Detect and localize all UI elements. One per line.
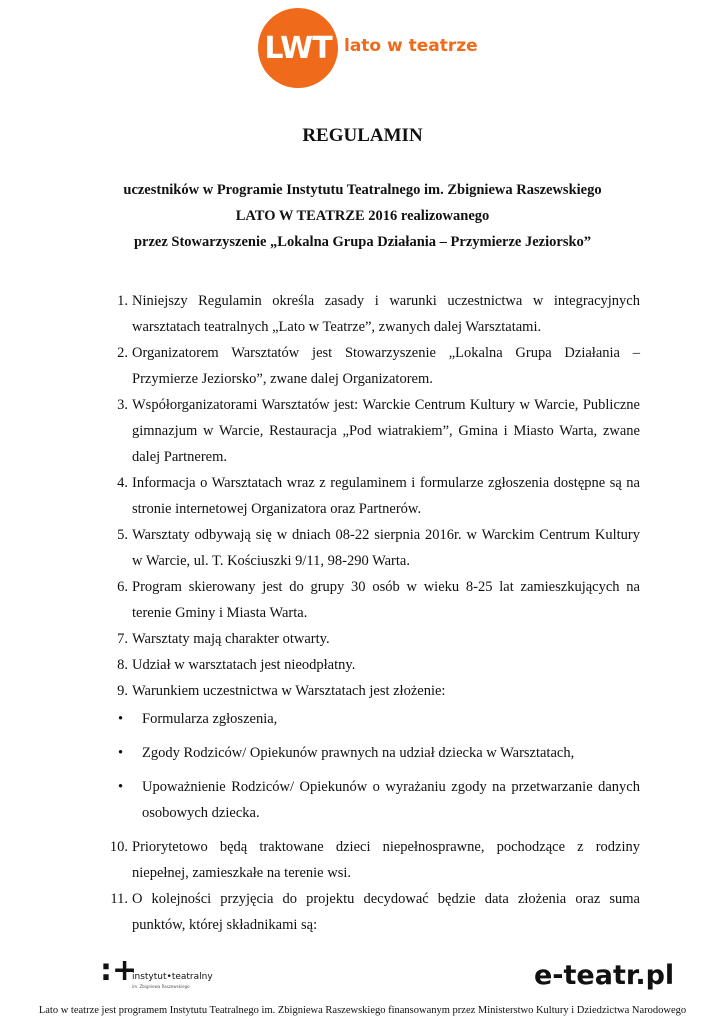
bullet-item	[100, 706, 640, 732]
logo-text: lato w teatrze	[344, 36, 478, 56]
item-text: Warsztaty mają charakter otwarty.	[132, 631, 330, 647]
item-text: Współorganizatorami Warsztatów jest: Warckie Centrum Kultury w Warcie, Publiczne gimnazjum w Warcie, Restauracja „Pod wiatrakiem”, Gmina i Miasto Warta, zwane dalej Partnerem.	[132, 397, 640, 465]
subtitle-line-2: LATO W TEATRZE 2016 realizowanego	[235, 208, 490, 224]
bullet-item	[100, 740, 640, 766]
bullet-icon: •	[118, 779, 124, 795]
item-number: 2.	[117, 345, 128, 361]
list-item	[100, 470, 640, 522]
bullet-icon: •	[118, 711, 124, 727]
item-text: Udział w warsztatach jest nieodpłatny.	[132, 657, 356, 673]
instytut-teatralny-logo	[100, 953, 220, 992]
item-number: 11.	[110, 891, 128, 907]
item-text: Priorytetowo będą traktowane dzieci niepełnosprawne, pochodzące z rodziny niepełnej, zamieszkałe na terenie wsi.	[132, 839, 640, 881]
list-item	[100, 522, 640, 574]
item-number: 7.	[117, 631, 128, 647]
instytut-logo-mark: :+	[100, 953, 138, 988]
e-teatr-logo: e-teatr.pl	[534, 960, 675, 991]
item-number: 5.	[117, 527, 128, 543]
list-item	[100, 652, 640, 678]
subtitle-line-1: uczestników w Programie Instytutu Teatralnego im. Zbigniewa Raszewskiego	[123, 182, 602, 198]
list-item	[100, 678, 640, 704]
item-number: 6.	[117, 579, 128, 595]
bullet-icon: •	[118, 745, 124, 761]
subtitle-line-3: przez Stowarzyszenie „Lokalna Grupa Działania – Przymierze Jeziorsko”	[133, 234, 592, 250]
item-text: Organizatorem Warsztatów jest Stowarzyszenie „Lokalna Grupa Działania – Przymierze Jeziorsko”, zwane dalej Organizatorem.	[132, 345, 640, 387]
bullet-item	[100, 774, 640, 826]
list-item	[100, 626, 640, 652]
list-item	[100, 574, 640, 626]
item-text: Informacja o Warsztatach wraz z regulaminem i formularze zgłoszenia dostępne są na stronie internetowej Organizatora oraz Partnerów.	[132, 475, 640, 517]
bullet-list	[100, 706, 640, 826]
footer-note: Lato w teatrze jest programem Instytutu Teatralnego im. Zbigniewa Raszewskiego finansowanym przez Ministerstwo Kultury i Dziedzictwa Narodowego	[38, 1005, 687, 1016]
list-item	[100, 340, 640, 392]
item-number: 9.	[117, 683, 128, 699]
lato-w-teatrze-logo	[258, 8, 488, 90]
item-number: 8.	[117, 657, 128, 673]
item-text: Warunkiem uczestnictwa w Warsztatach jest złożenie:	[132, 683, 446, 699]
bullet-text: Formularza zgłoszenia,	[142, 711, 278, 727]
bullet-text: Zgody Rodziców/ Opiekunów prawnych na udział dziecka w Warsztatach,	[142, 745, 575, 761]
item-text: Program skierowany jest do grupy 30 osób w wieku 8-25 lat zamieszkujących na terenie Gminy i Miasta Warta.	[132, 579, 640, 621]
list-item	[100, 392, 640, 470]
list-item	[100, 288, 640, 340]
item-number: 1.	[117, 293, 128, 309]
instytut-logo-subtext: im. Zbigniewa Raszewskiego	[132, 984, 190, 989]
bullet-text: Upoważnienie Rodziców/ Opiekunów o wyrażaniu zgody na przetwarzanie danych osobowych dziecka.	[142, 779, 640, 821]
item-number: 10.	[109, 839, 128, 855]
document-title: REGULAMIN	[302, 125, 423, 146]
item-number: 3.	[117, 397, 128, 413]
item-text: Warsztaty odbywają się w dniach 08-22 sierpnia 2016r. w Warckim Centrum Kultury w Warcie, ul. T. Kościuszki 9/11, 98-290 Warta.	[132, 527, 640, 569]
regulations-list	[100, 288, 640, 938]
item-text: O kolejności przyjęcia do projektu decydować będzie data złożenia oraz suma punktów, której składnikami są:	[132, 891, 640, 933]
list-item	[100, 834, 640, 886]
item-number: 4.	[117, 475, 128, 491]
instytut-logo-text: instytut•teatralny	[132, 972, 213, 982]
item-text: Niniejszy Regulamin określa zasady i warunki uczestnictwa w integracyjnych warsztatach teatralnych „Lato w Teatrze”, zwanych dalej Warsztatami.	[132, 293, 640, 335]
lwt-logo-mark: LWT	[258, 8, 338, 88]
list-item	[100, 886, 640, 938]
